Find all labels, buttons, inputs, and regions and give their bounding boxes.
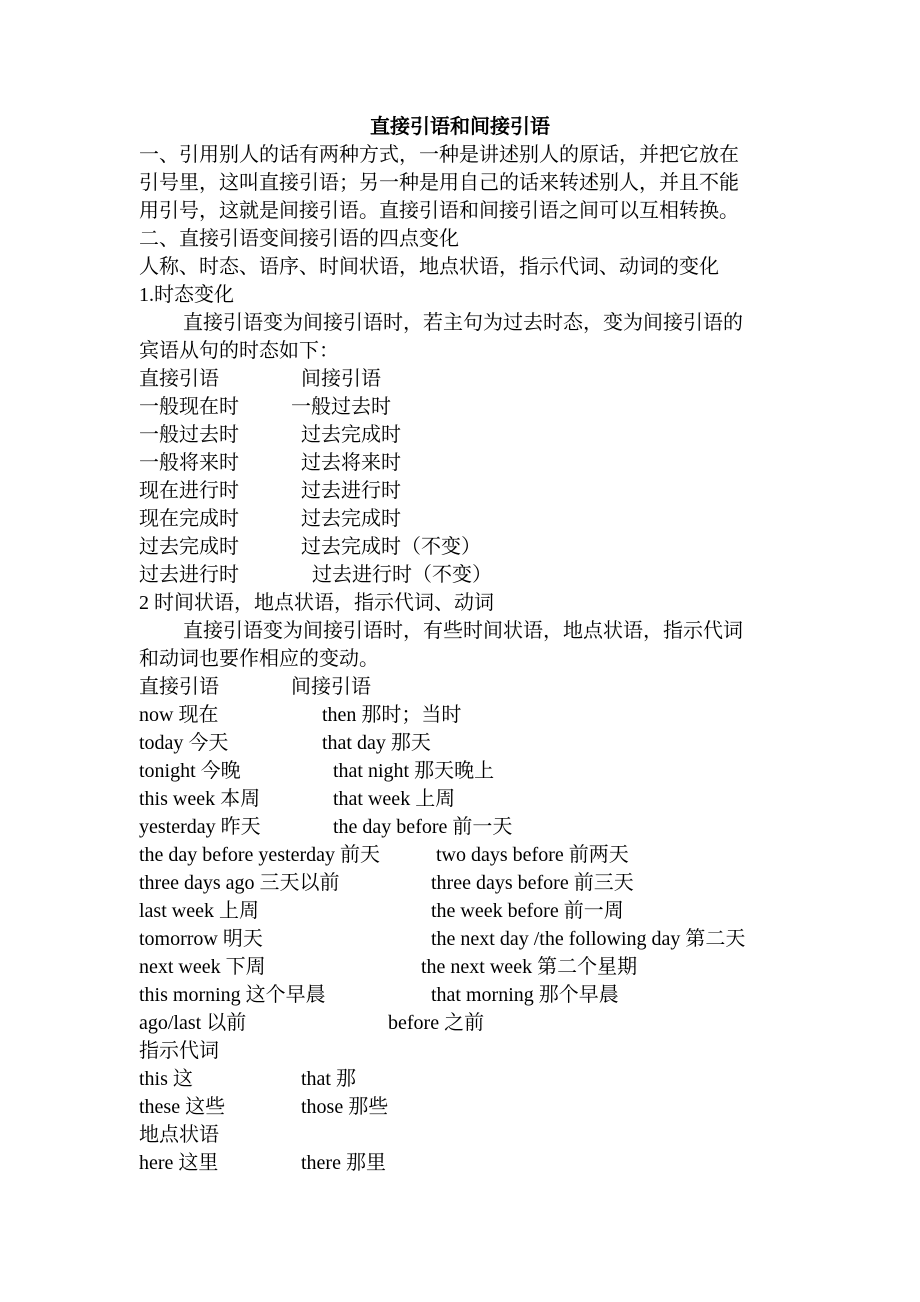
indirect-cell: those 那些	[301, 1096, 389, 1118]
tense-row	[139, 505, 401, 533]
adverbials-heading: 2 时间状语，地点状语，指示代词、动词	[139, 592, 494, 614]
direct-cell: 一般过去时	[139, 424, 239, 446]
indirect-cell: the next day /the following day 第二天	[431, 928, 746, 950]
indirect-cell: that day 那天	[322, 732, 431, 754]
tense-row	[139, 449, 401, 477]
direct-cell: this morning 这个早晨	[139, 984, 326, 1006]
direct-cell: tonight 今晚	[139, 760, 241, 782]
intro-paragraph-line: 用引号，这就是间接引语。直接引语和间接引语之间可以互相转换。	[139, 200, 739, 222]
demonstratives-heading: 指示代词	[139, 1040, 219, 1062]
section-heading: 二、直接引语变间接引语的四点变化	[139, 228, 459, 250]
tense-paragraph-line: 宾语从句的时态如下：	[139, 340, 339, 362]
direct-cell: 一般将来时	[139, 452, 239, 474]
demonstrative-row	[139, 1065, 356, 1093]
place-heading: 地点状语	[139, 1124, 219, 1146]
direct-cell: this 这	[139, 1068, 193, 1090]
intro-paragraph-line: 引号里，这叫直接引语；另一种是用自己的话来转述别人，并且不能	[139, 172, 739, 194]
adverbial-row	[139, 869, 634, 897]
indirect-cell: three days before 前三天	[431, 872, 634, 894]
direct-cell: last week 上周	[139, 900, 259, 922]
direct-cell: 一般现在时	[139, 396, 239, 418]
direct-cell: this week 本周	[139, 788, 261, 810]
tense-row	[139, 561, 492, 589]
changes-list: 人称、时态、语序、时间状语，地点状语，指示代词、动词的变化	[139, 256, 719, 278]
indirect-cell: 间接引语	[291, 676, 371, 698]
adverbial-row	[139, 897, 624, 925]
direct-cell: 现在进行时	[139, 480, 239, 502]
adverbial-row	[139, 701, 462, 729]
tense-row	[139, 365, 381, 393]
adverbial-row	[139, 813, 513, 841]
direct-cell: tomorrow 明天	[139, 928, 263, 950]
direct-cell: now 现在	[139, 704, 219, 726]
indirect-cell: that night 那天晚上	[333, 760, 495, 782]
indirect-cell: 过去进行时	[301, 480, 401, 502]
indirect-cell: the week before 前一周	[431, 900, 624, 922]
direct-cell: next week 下周	[139, 956, 266, 978]
direct-cell: these 这些	[139, 1096, 226, 1118]
indirect-cell: 过去完成时	[301, 508, 401, 530]
indirect-cell: the day before 前一天	[333, 816, 513, 838]
adverbial-row	[139, 841, 629, 869]
direct-cell: 现在完成时	[139, 508, 239, 530]
adverbial-row	[139, 673, 371, 701]
indirect-cell: there 那里	[301, 1152, 386, 1174]
adverbial-row	[139, 785, 456, 813]
indirect-cell: before 之前	[388, 1012, 485, 1034]
adverbials-paragraph-line: 直接引语变为间接引语时，有些时间状语，地点状语，指示代词	[183, 620, 743, 642]
direct-cell: 直接引语	[139, 676, 219, 698]
direct-cell: ago/last 以前	[139, 1012, 247, 1034]
direct-cell: today 今天	[139, 732, 229, 754]
direct-cell: three days ago 三天以前	[139, 872, 340, 894]
adverbials-paragraph-line: 和动词也要作相应的变动。	[139, 648, 379, 670]
indirect-cell: 间接引语	[301, 368, 381, 390]
direct-cell: 直接引语	[139, 368, 219, 390]
indirect-cell: then 那时；当时	[322, 704, 462, 726]
indirect-cell: that week 上周	[333, 788, 456, 810]
indirect-cell: two days before 前两天	[436, 844, 629, 866]
adverbial-row	[139, 981, 619, 1009]
indirect-cell: 过去将来时	[301, 452, 401, 474]
direct-cell: yesterday 昨天	[139, 816, 261, 838]
indirect-cell: 过去完成时	[301, 424, 401, 446]
adverbial-row	[139, 925, 746, 953]
tense-row	[139, 393, 391, 421]
intro-paragraph-line: 一、引用别人的话有两种方式，一种是讲述别人的原话，并把它放在	[139, 144, 739, 166]
tense-heading: 1.时态变化	[139, 284, 234, 306]
tense-row	[139, 533, 481, 561]
page-title: 直接引语和间接引语	[370, 116, 550, 138]
indirect-cell: the next week 第二个星期	[421, 956, 638, 978]
direct-cell: here 这里	[139, 1152, 219, 1174]
demonstrative-row	[139, 1093, 389, 1121]
place-row	[139, 1149, 386, 1177]
tense-paragraph-line: 直接引语变为间接引语时，若主句为过去时态，变为间接引语的	[183, 312, 743, 334]
indirect-cell: 一般过去时	[291, 396, 391, 418]
indirect-cell: that morning 那个早晨	[431, 984, 619, 1006]
adverbial-row	[139, 953, 638, 981]
tense-row	[139, 421, 401, 449]
adverbial-row	[139, 757, 495, 785]
indirect-cell: 过去完成时（不变）	[301, 536, 481, 558]
direct-cell: 过去进行时	[139, 564, 239, 586]
indirect-cell: 过去进行时（不变）	[312, 564, 492, 586]
direct-cell: 过去完成时	[139, 536, 239, 558]
indirect-cell: that 那	[301, 1068, 356, 1090]
adverbial-row	[139, 1009, 485, 1037]
direct-cell: the day before yesterday 前天	[139, 844, 381, 866]
adverbial-row	[139, 729, 431, 757]
tense-row	[139, 477, 401, 505]
